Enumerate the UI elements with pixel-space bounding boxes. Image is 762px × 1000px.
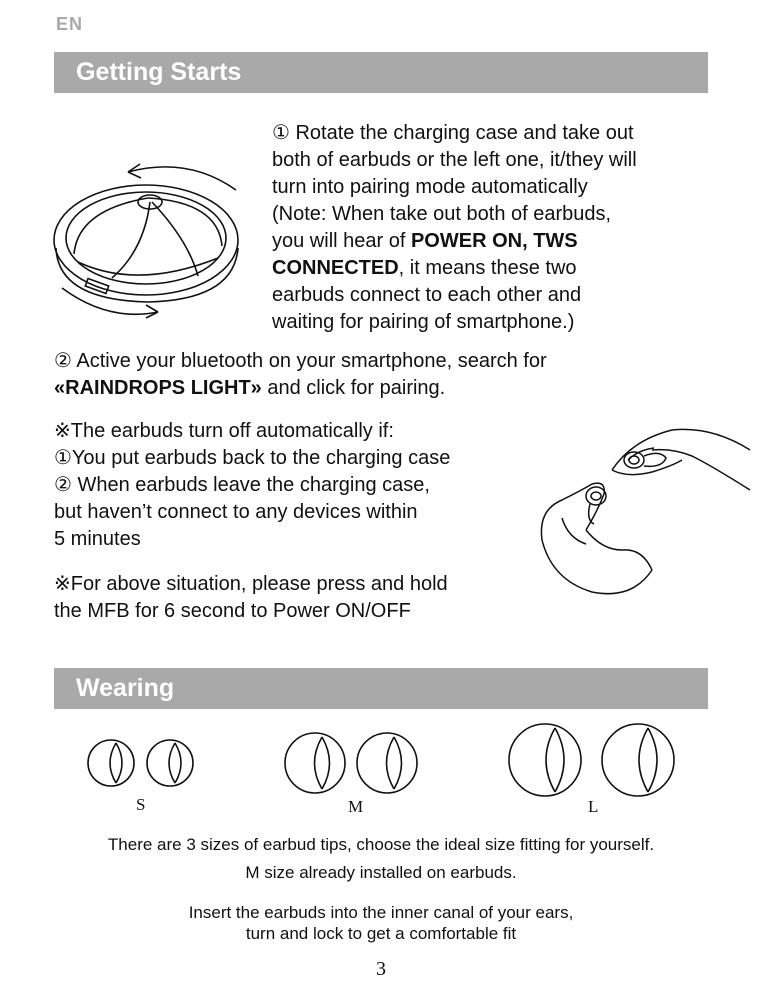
size-label-m: M [348, 797, 364, 816]
note-line: ② When earbuds leave the charging case, [54, 474, 430, 496]
auto-off-note [54, 418, 534, 553]
ear-tip-medium-icon [282, 728, 422, 798]
section-title-wearing: Wearing [54, 668, 708, 709]
step2-text: and click for pairing. [261, 377, 446, 399]
step1-text: you will hear of [272, 230, 411, 252]
step1-line [272, 255, 712, 282]
ear-tip-large-icon [505, 720, 679, 800]
charging-case-illustration [48, 150, 258, 330]
step2-line [54, 375, 714, 402]
note-line: ※The earbuds turn off automatically if: [54, 420, 394, 442]
step1-line: (Note: When take out both of earbuds, [272, 203, 612, 225]
step1-line: both of earbuds or the left one, it/they will [272, 149, 637, 171]
insert-instruction-line1: Insert the earbuds into the inner canal of your ears, [188, 903, 574, 922]
section-title-getting-started: Getting Starts [54, 52, 708, 93]
note-line: the MFB for 6 second to Power ON/OFF [54, 600, 411, 622]
note-line: but haven’t connect to any devices within [54, 501, 418, 523]
default-size-note: M size already installed on earbuds. [245, 863, 517, 882]
device-name-text: «RAINDROPS LIGHT» [54, 377, 262, 399]
connected-text: CONNECTED [272, 257, 399, 279]
step1-text: , it means these two [398, 257, 577, 279]
hands-holding-earbuds-illustration [532, 420, 754, 620]
power-on-off-note [54, 571, 534, 625]
language-tag: EN [56, 14, 84, 34]
step1-line: waiting for pairing of smartphone.) [272, 311, 575, 333]
step2-instructions [54, 348, 714, 402]
note-line: 5 minutes [54, 528, 141, 550]
ear-tip-small-icon [86, 733, 196, 793]
size-label-l: L [588, 797, 599, 816]
power-on-tws-text: POWER ON, TWS [410, 230, 578, 252]
step1-line: earbuds connect to each other and [272, 284, 582, 306]
step2-line: ② Active your bluetooth on your smartphone, search for [54, 350, 547, 372]
note-line: ①You put earbuds back to the charging case [54, 447, 451, 469]
step1-line: turn into pairing mode automatically [272, 176, 588, 198]
step1-instructions [272, 120, 712, 336]
ear-tip-sizes-description: There are 3 sizes of earbud tips, choose the ideal size fitting for yourself. [107, 835, 655, 854]
page-number: 3 [376, 958, 386, 980]
note-line: ※For above situation, please press and hold [54, 573, 448, 595]
step1-line: ① Rotate the charging case and take out [272, 122, 634, 144]
step1-line [272, 228, 712, 255]
size-label-s: S [136, 795, 146, 814]
insert-instruction-line2: turn and lock to get a comfortable fit [245, 924, 517, 943]
